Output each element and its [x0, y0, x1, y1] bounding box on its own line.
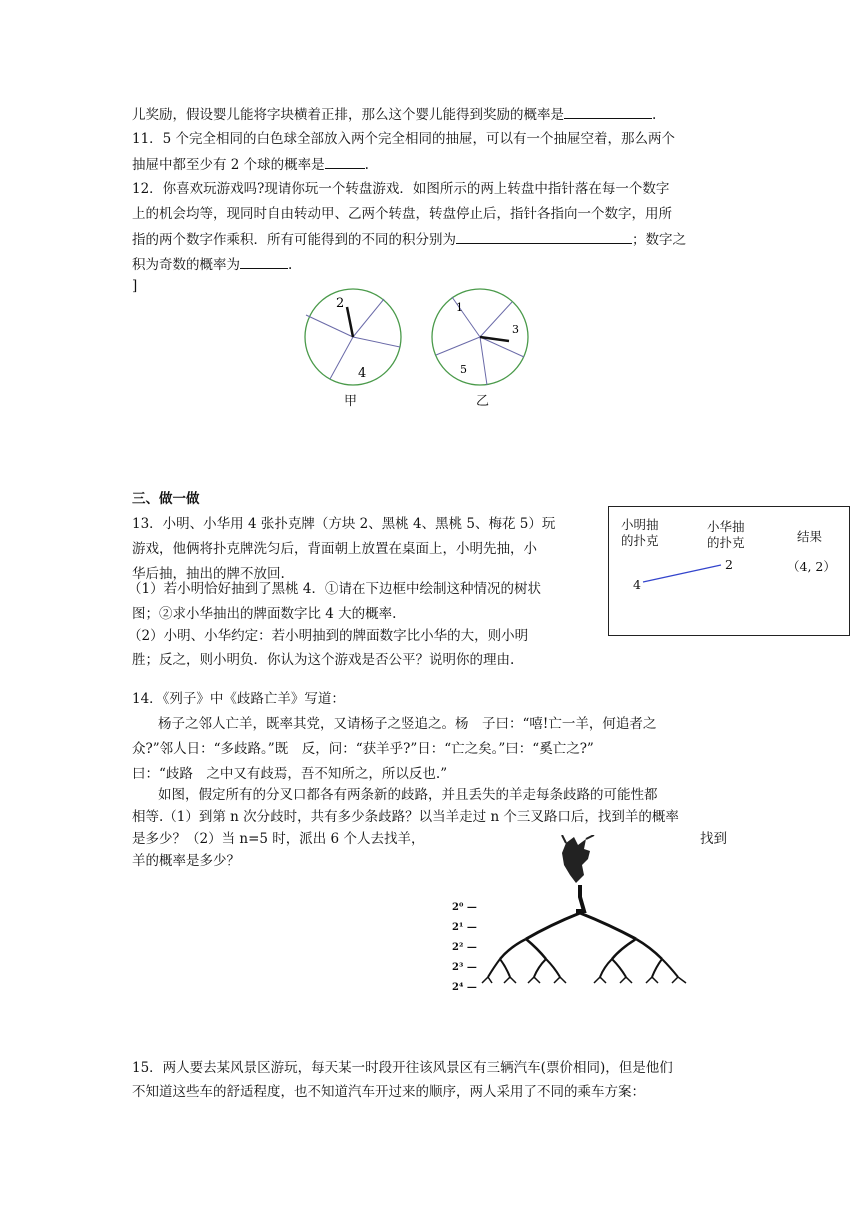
- q13-line3: 华后抽，抽出的牌不放回.: [132, 566, 285, 582]
- q13-line4: （1）若小明恰好抽到了黑桃 4．①请在下边框中绘制这种情况的树状: [128, 581, 541, 597]
- q12-line4-wrap: [132, 254, 292, 275]
- q14-line1: 14．《列子》中《歧路亡羊》写道：: [132, 691, 345, 707]
- q12-line4-end: .: [288, 257, 293, 273]
- q13-line2: 游戏，他俩将扑克牌洗匀后，背面朝上放置在桌面上，小明先抽，小: [132, 541, 537, 557]
- spinner-jia-caption: 甲: [344, 394, 358, 409]
- goat-level-labels: [452, 898, 477, 998]
- box-col3-header: 结果: [797, 529, 823, 544]
- spinner-yi: [432, 289, 528, 385]
- box-right-number: 2: [725, 557, 733, 572]
- q14-line5: 如图，假定所有的分叉口都各有两条新的歧路，并且丢失的羊走每条歧路的可能性都: [158, 787, 658, 803]
- q14-line6: 相等.（1）到第 n 次分歧时，共有多少条歧路？以当羊走过 n 个三叉路口后，找到羊的概率: [132, 809, 679, 825]
- q12-products-blank[interactable]: [456, 229, 632, 244]
- level-label-2: 2² —: [452, 942, 477, 953]
- q10-tail-line: [132, 104, 656, 125]
- q10-tail-text: 儿奖励，假设婴儿能将字块横着正排，那么这个婴儿能得到奖励的概率是: [132, 107, 564, 123]
- q14-line7a: 是多少？（2）当 n=5 时，派出 6 个人去找羊，: [132, 831, 425, 847]
- q12-line2: 上的机会均等，现同时自由转动甲、乙两个转盘，转盘停止后，指针各指向一个数字，用所: [132, 206, 672, 222]
- spinner-jia: [305, 289, 401, 385]
- q13-line6: （2）小明、小华约定：若小明抽到的牌面数字比小华的大，则小明: [128, 628, 529, 644]
- q14-line2: 杨子之邻人亡羊，既率其党，又请杨子之竖追之。杨 子曰：“嘻!亡一羊，何追者之: [158, 716, 657, 732]
- level-label-4: 2⁴ —: [452, 982, 477, 993]
- box-left-number: 4: [633, 577, 641, 592]
- q11-answer-blank[interactable]: [325, 154, 365, 169]
- goat-branching-figure: [480, 835, 690, 985]
- yi-number-3: 3: [512, 323, 519, 336]
- jia-pointer: [347, 307, 353, 337]
- q12-line1: 12．你喜欢玩游戏吗?现请你玩一个转盘游戏．如图所示的两上转盘中指针落在每一个数字: [132, 181, 670, 197]
- q14-line8: 羊的概率是多少？: [132, 853, 240, 869]
- jia-number-2: 2: [336, 296, 345, 311]
- q11-line2: 抽屉中都至少有 2 个球的概率是: [132, 157, 325, 173]
- q10-answer-blank[interactable]: [564, 104, 652, 119]
- q14-line4: 曰：“歧路 之中又有歧焉，吾不知所之，所以反也.”: [132, 766, 448, 782]
- q12-line3: 指的两个数字作乘积．所有可能得到的不同的积分别为: [132, 232, 456, 248]
- q14-line3: 众?”邻人日：“多歧路。”既 反，问：“获羊乎?”日：“亡之矣。”曰：“奚亡之?”: [132, 741, 594, 757]
- goat-head-icon: [562, 835, 594, 883]
- box-col2-line2: 的扑克: [707, 535, 745, 550]
- q10-end: .: [652, 107, 657, 123]
- level-label-1: 2¹ —: [452, 922, 477, 933]
- q12-line4: 积为奇数的概率为: [132, 257, 240, 273]
- q12-probability-blank[interactable]: [240, 254, 288, 269]
- box-result: （4, 2）: [787, 559, 836, 574]
- q13-line5: 图；②求小华抽出的牌面数字比 4 大的概率.: [132, 606, 397, 622]
- q12-line3-end: ；数字之: [632, 232, 686, 248]
- q15-line1: 15．两人要去某风景区游玩，每天某一时段开往该风景区有三辆汽车(票价相同)，但是他们: [132, 1060, 673, 1076]
- box-col2-line1: 小华抽: [707, 519, 745, 534]
- q14-line7b: 找到: [700, 831, 727, 847]
- box-col1-line2: 的扑克: [621, 533, 659, 548]
- yi-number-1: 1: [456, 301, 463, 314]
- q12-stray-bracket: ]: [132, 278, 138, 294]
- level-label-0: 2⁰ —: [452, 902, 477, 913]
- q11-line1: 11．5 个完全相同的白色球全部放入两个完全相同的抽屉，可以有一个抽屉空着，那么两个: [132, 131, 676, 147]
- spinner-yi-caption: 乙: [476, 394, 490, 409]
- jia-number-4: 4: [358, 366, 367, 381]
- section3-title: 三、做一做: [132, 491, 200, 507]
- q12-line3-wrap: [132, 229, 686, 250]
- q13-line1: 13．小明、小华用 4 张扑克牌（方块 2、黑桃 4、黑桃 5、梅花 5）玩: [132, 516, 556, 532]
- q11-line2-wrap: [132, 154, 369, 175]
- q11-end: .: [364, 157, 369, 173]
- box-col1-line1: 小明抽: [621, 517, 659, 532]
- spinners-figure: [300, 285, 540, 395]
- tree-diagram-box[interactable]: [608, 506, 850, 636]
- level-label-3: 2³ —: [452, 962, 477, 973]
- q13-line7: 胜；反之，则小明负．你认为这个游戏是否公平？说明你的理由.: [132, 652, 515, 668]
- yi-number-5: 5: [460, 363, 467, 376]
- q15-line2: 不知道这些车的舒适程度，也不知道汽车开过来的顺序，两人采用了不同的乘车方案：: [132, 1084, 645, 1100]
